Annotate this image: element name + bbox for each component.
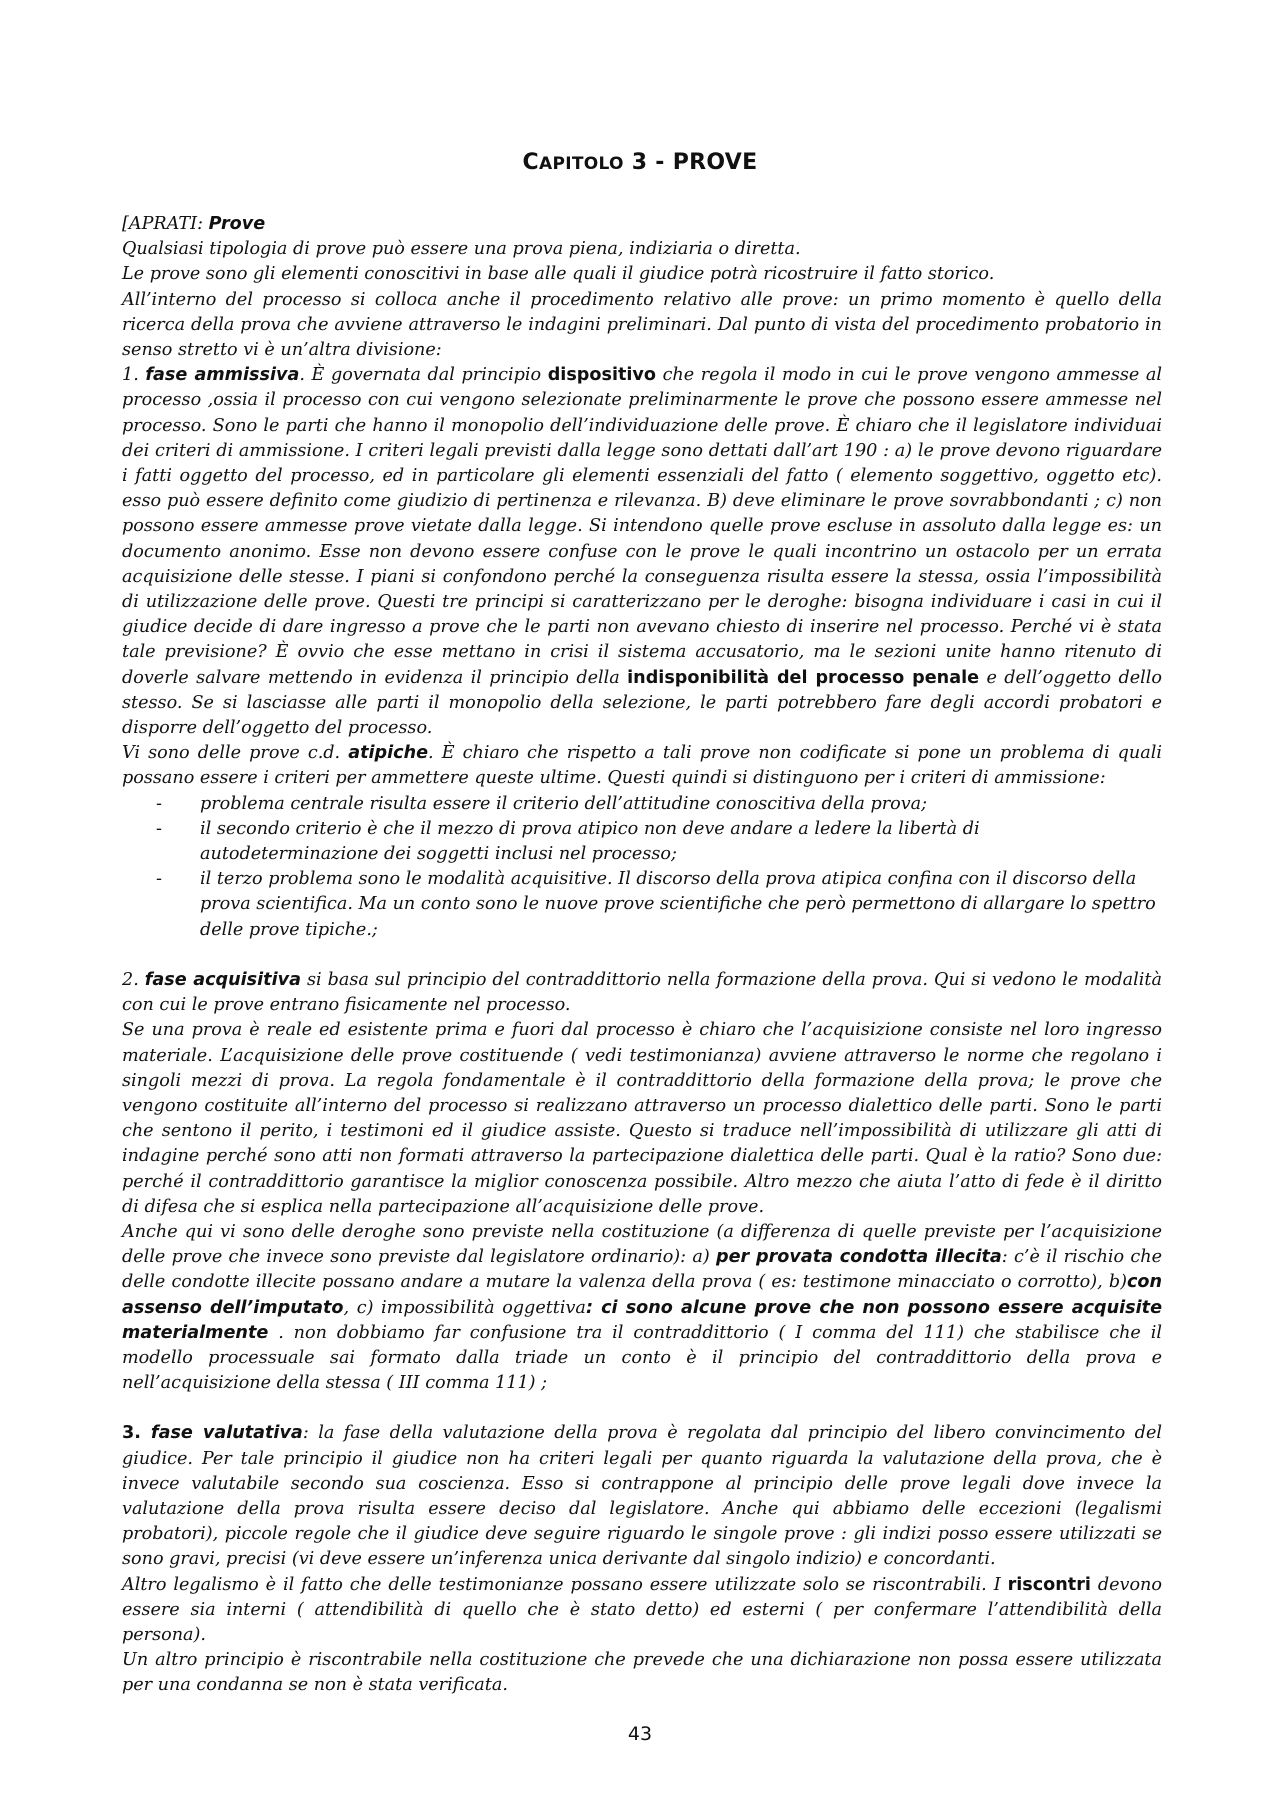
page-title: CAPITOLO 3 - PROVE xyxy=(522,150,758,175)
list-item: - il secondo criterio è che il mezzo di prova atipico non deve andare a ledere la libertà di autodeterminazione dei soggetti inclusi nel processo; xyxy=(200,817,1162,867)
intro-paragraph: All’interno del processo si colloca anche il procedimento relativo alle prove: un primo momento è quello della ricerca della prova che avviene attraverso le indagini preliminari. Dal punto di vista del procedimento probatorio in senso stretto vi è un’altra divisione: xyxy=(122,289,1162,361)
list-item: - il terzo problema sono le modalità acquisitive. Il discorso della prova atipica confina con il discorso della prova scientifica. Ma un conto sono le nuove prove scientifiche che però permettono di allargare lo spettro delle prove tipiche.; xyxy=(200,867,1162,943)
criteri-list xyxy=(122,792,1162,943)
riscontri-paragraph: Altro legalismo è il fatto che delle testimonianze possano essere utilizzate solo se riscontrabili. I riscontri devono essere sia interni ( attendibilità di quello che è stato detto) ed esterni ( per confermare l’attendibilità della persona). xyxy=(122,1574,1162,1645)
deroghe-paragraph: Anche qui vi sono delle deroghe sono previste nella costituzione (a differenza di quelle previste per l’acquisizione delle prove che invece sono previste dal legislatore ordinario): a) per provata condotta illecita: c’è il rischio che delle condotte illecite possano andare a mutare la valenza della prova ( es: testimone minacciato o corrotto), b)con assenso dell’imputato, c) impossibilità oggettiva: ci sono alcune prove che non possono essere acquisite materialmente . non dobbiamo far confusione tra il contraddittorio ( I comma del 111) che stabilisce che il modello processuale sai formato dalla triade un conto è il principio del contraddittorio della prova e nell’acquisizione della stessa ( III comma 111) ; xyxy=(122,1221,1162,1394)
page-number: 43 xyxy=(627,1723,653,1745)
intro-line: Le prove sono gli elementi conoscitivi in base alle quali il giudice potrà ricostruire il fatto storico. xyxy=(122,264,995,285)
acquisizione-paragraph: Se una prova è reale ed esistente prima e fuori dal processo è chiaro che l’acquisizione consiste nel loro ingresso materiale. L’acquisizione delle prove costituende ( vedi testimonianza) avviene attraverso le norme che regolano i singoli mezzi di prova. La regola fondamentale è il contraddittorio della formazione della prova; le prove che vengono costituite all’interno del processo si realizzano attraverso un processo dialettico delle parti. Sono le parti che sentono il perito, i testimoni ed il giudice assiste. Questo si traduce nell’impossibilità di utilizzare gli atti di indagine perché sono atti non formati attraverso la partecipazione dialettica delle parti. Qual è la ratio? Sono due: perché il contraddittorio garantisce la miglior conoscenza possibile. Altro mezzo che aiuta l’atto di fede è il diritto di difesa che si esplica nella partecipazione all’acquisizione delle prove. xyxy=(122,1020,1162,1217)
fase-ammissiva-paragraph: 1. fase ammissiva. È governata dal principio dispositivo che regola il modo in cui le prove vengono ammesse al processo ,ossia il processo con cui vengono selezionate preliminarmente le prove che possono essere ammesse nel processo. Sono le parti che hanno il monopolio dell’individuazione delle prove. È chiaro che il legislatore individuai dei criteri di ammissione. I criteri legali previsti dalla legge sono dettati dall’art 190 : a) le prove devono riguardare i fatti oggetto del processo, ed in particolare gli elementi essenziali del fatto ( elemento soggettivo, oggetto etc). esso può essere definito come giudizio di pertinenza e rilevanza. B) deve eliminare le prove sovrabbondanti ; c) non possono essere ammesse prove vietate dalla legge. Si intendono quelle prove escluse in assoluto dalla legge es: un documento anonimo. Esse non devono essere confuse con le prove le quali incontrino un ostacolo per un errata acquisizione delle stesse. I piani si confondono perché la conseguenza risulta essere la stessa, ossia l’impossibilità di utilizzazione delle prove. Questi tre principi si caratterizzano per le deroghe: bisogna individuare i casi in cui il giudice decide di dare ingresso a prove che le parti non avevano chiesto di inserire nel processo. Perché vi è stata tale previsione? È ovvio che esse mettano in crisi il sistema accusatorio, ma le sezioni unite hanno ritenuto di doverle salvare mettendo in evidenza il principio della indisponibilità del processo penale e dell’oggetto dello stesso. Se si lasciasse alle parti il monopolio della selezione, le parti potrebbero fare degli accordi probatori e disporre dell’oggetto del processo. xyxy=(122,365,1162,739)
list-item: - problema centrale risulta essere il criterio dell’attitudine conoscitiva della prova; xyxy=(200,792,1162,817)
costituzione-paragraph: Un altro principio è riscontrabile nella costituzione che prevede che una dichiarazione non possa essere utilizzata per una condanna se non è stata verificata. xyxy=(122,1650,1162,1696)
intro-line: Qualsiasi tipologia di prove può essere una prova piena, indiziaria o diretta. xyxy=(122,239,801,260)
intro-heading: [APRATI: Prove xyxy=(122,214,266,234)
prove-atipiche-paragraph: Vi sono delle prove c.d. atipiche. È chiaro che rispetto a tali prove non codificate si pone un problema di quali possano essere i criteri per ammettere queste ultime. Questi quindi si distinguono per i criteri di ammissione: xyxy=(122,743,1162,789)
fase-valutativa-paragraph: 3. fase valutativa: la fase della valutazione della prova è regolata dal principio del libero convincimento del giudice. Per tale principio il giudice non ha criteri legali per quanto riguarda la valutazione della prova, che è invece valutabile secondo sua coscienza. Esso si contrappone al principio delle prove legali dove invece la valutazione della prova risulta essere deciso dal legislatore. Anche qui abbiamo delle eccezioni (legalismi probatori), piccole regole che il giudice deve seguire riguardo le singole prove : gli indizi posso essere utilizzati se sono gravi, precisi (vi deve essere un’inferenza unica derivante dal singolo indizio) e concordanti. xyxy=(122,1423,1162,1570)
fase-acquisitiva-paragraph: 2. fase acquisitiva si basa sul principio del contraddittorio nella formazione della prova. Qui si vedono le modalità con cui le prove entrano fisicamente nel processo. xyxy=(122,969,1162,1016)
